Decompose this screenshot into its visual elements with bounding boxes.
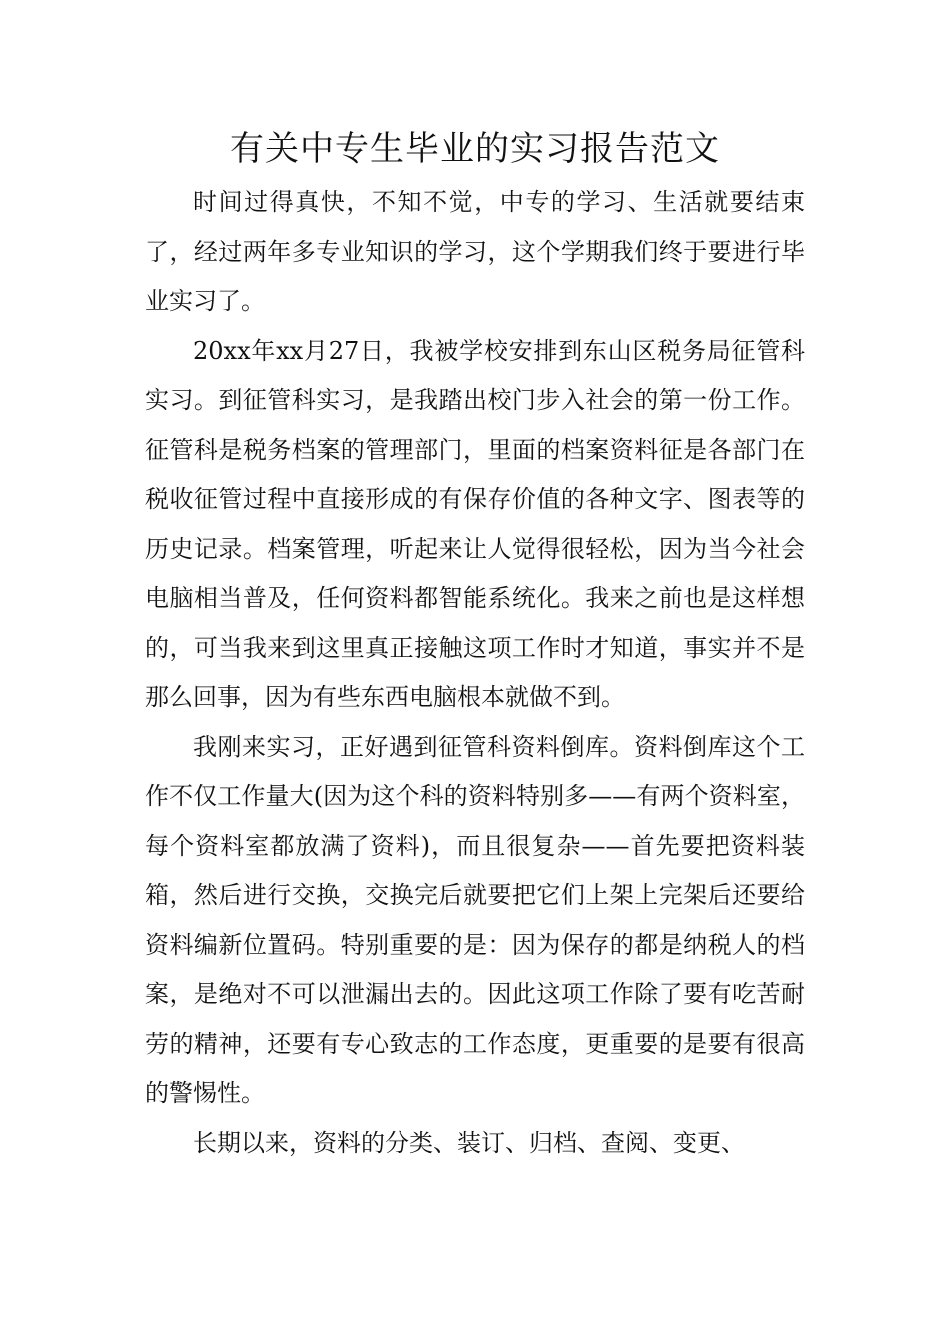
document-title: 有关中专生毕业的实习报告范文 (230, 129, 720, 169)
paragraph: 长期以来，资料的分类、装订、归档、查阅、变更、 (193, 1128, 745, 1157)
paragraph: 时间过得真快，不知不觉，中专的学习、生活就要结束了，经过两年多专业知识的学习，这个学期我们终于要进行毕业实习了。 (145, 188, 805, 315)
paragraph: 20xx年xx月27日，我被学校安排到东山区税务局征管科实习。到征管科实习，是我踏出校门步入社会的第一份工作。征管科是税务档案的管理部门，里面的档案资料征是各部门在税收征管过程中直接形成的有保存价值的各种文字、图表等的历史记录。档案管理，听起来让人觉得很轻松，因为当今社会电脑相当普及，任何资料都智能系统化。我来之前也是这样想的，可当我来到这里真正接触这项工作时才知道，事实并不是那么回事，因为有些东西电脑根本就做不到。 (145, 336, 805, 711)
document-body (145, 178, 805, 1168)
paragraph: 我刚来实习，正好遇到征管科资料倒库。资料倒库这个工作不仅工作量大(因为这个科的资料特别多——有两个资料室，每个资料室都放满了资料)，而且很复杂——首先要把资料装箱，然后进行交换，交换完后就要把它们上架上完架后还要给资料编新位置码。特别重要的是：因为保存的都是纳税人的档案，是绝对不可以泄漏出去的。因此这项工作除了要有吃苦耐劳的精神，还要有专心致志的工作态度，更重要的是要有很高的警惕性。 (145, 732, 805, 1107)
